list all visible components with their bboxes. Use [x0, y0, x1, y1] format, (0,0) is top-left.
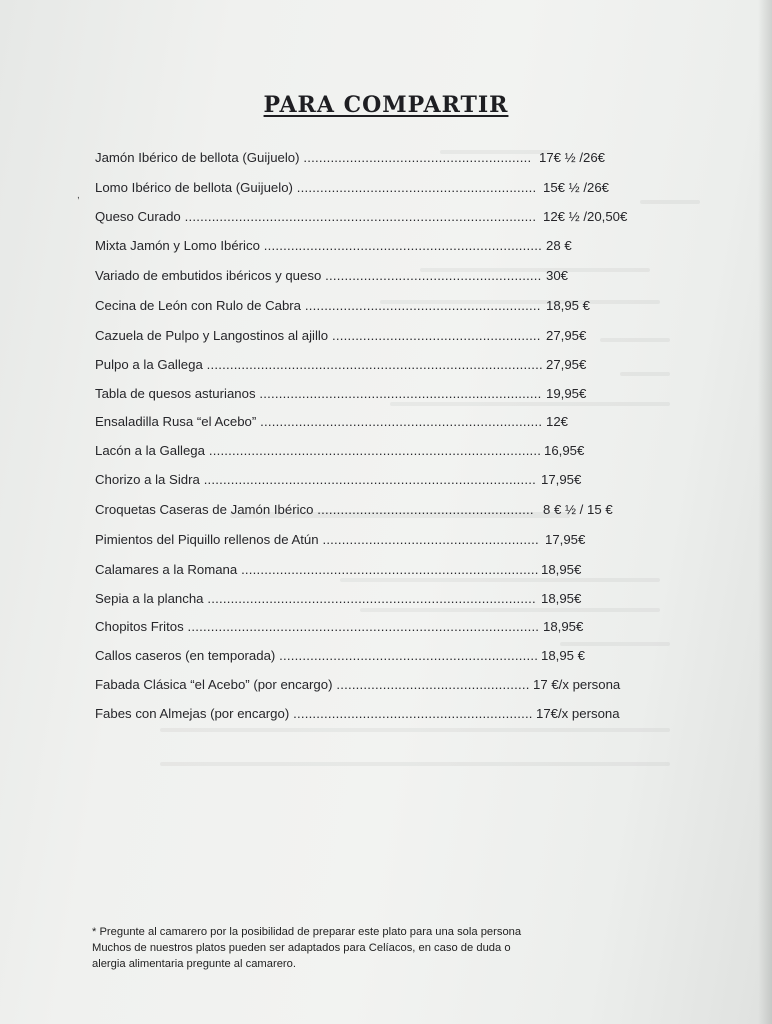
menu-item-name: Chorizo a la Sidra: [95, 472, 200, 487]
leader-dots: .........................................................................: [255, 386, 542, 401]
footer-note: [92, 924, 521, 972]
menu-item-price: 12€: [546, 414, 569, 429]
footer-line-3: alergia alimentaria pregunte al camarero.: [92, 958, 296, 970]
leader-dots: ..................................................: [332, 677, 530, 692]
menu-item-name: Tabla de quesos asturianos: [95, 386, 256, 401]
leader-dots: .......................................................................................: [202, 357, 543, 372]
footer-line-2: Muchos de nuestros platos pueden ser adaptados para Celíacos, en caso de duda o: [92, 942, 511, 954]
menu-item-name: Cazuela de Pulpo y Langostinos al ajillo: [95, 328, 329, 343]
menu-item-price: 18,95€: [543, 619, 584, 634]
menu-item-price: 18,95 €: [546, 298, 590, 313]
menu-item: [95, 589, 655, 609]
paper-edge-shadow: [758, 0, 772, 1024]
menu-item-name: Sepia a la plancha: [95, 591, 204, 606]
menu-item-name: Pulpo a la Gallega: [95, 357, 203, 372]
menu-item: [95, 441, 655, 461]
menu-item-name: Queso Curado: [95, 209, 181, 224]
menu-item: [95, 236, 655, 256]
menu-item-price: 19,95€: [546, 386, 587, 401]
menu-item-name: Calamares a la Romana: [95, 562, 238, 577]
menu-item-name: Chopitos Fritos: [95, 619, 184, 634]
leader-dots: ........................................................: [321, 268, 542, 283]
menu-item: [95, 500, 655, 520]
leader-dots: .....................................................................................: [203, 591, 536, 606]
leader-dots: ...........................................................................................: [180, 209, 537, 224]
leader-dots: ...................................................................: [275, 648, 539, 663]
leader-dots: ......................................................................................: [199, 472, 536, 487]
menu-item-price: 18,95€: [541, 562, 582, 577]
menu-item: [95, 207, 655, 227]
leader-dots: .........................................................................: [256, 414, 543, 429]
menu-item: [95, 266, 655, 286]
menu-item-price: 17€ ½ /26€: [539, 150, 605, 165]
menu-item-price: 16,95€: [544, 443, 585, 458]
leader-dots: .............................................................: [301, 298, 541, 313]
menu-item: [95, 530, 655, 550]
menu-item-name: Croquetas Caseras de Jamón Ibérico: [95, 502, 314, 517]
leader-dots: ......................................................: [328, 328, 541, 343]
menu-item-name: Pimientos del Piquillo rellenos de Atún: [95, 532, 319, 547]
menu-item-price: 27,95€: [546, 357, 587, 372]
menu-item: [95, 560, 655, 580]
menu-item-price: 17€/x persona: [536, 706, 620, 721]
leader-dots: ..............................................................: [292, 180, 537, 195]
menu-item-name: Cecina de León con Rulo de Cabra: [95, 298, 302, 313]
menu-item: [95, 326, 655, 346]
menu-item-name: Fabada Clásica “el Acebo” (por encargo): [95, 677, 333, 692]
menu-item-name: Fabes con Almejas (por encargo): [95, 706, 290, 721]
menu-item: [95, 384, 655, 404]
menu-item: [95, 646, 655, 666]
page-title: PARA COMPARTIR: [263, 92, 509, 118]
leader-dots: .............................................................................: [237, 562, 539, 577]
menu-item-price: 27,95€: [546, 328, 587, 343]
menu-item-price: 18,95 €: [541, 648, 585, 663]
menu-item-name: Ensaladilla Rusa “el Acebo”: [95, 414, 257, 429]
leader-dots: ........................................................................: [259, 238, 542, 253]
menu-item-name: Lacón a la Gallega: [95, 443, 205, 458]
menu-item-price: 30€: [546, 268, 569, 283]
menu-item: [95, 148, 655, 168]
menu-item-price: 28 €: [546, 238, 572, 253]
menu-item-name: Jamón Ibérico de bellota (Guijuelo): [95, 150, 300, 165]
menu-item-price: 17,95€: [541, 472, 582, 487]
stray-mark: ,: [77, 190, 80, 201]
menu-item-name: Callos caseros (en temporada): [95, 648, 276, 663]
leader-dots: ......................................................................................: [204, 443, 542, 458]
leader-dots: ........................................................: [318, 532, 539, 547]
menu-item-price: 17 €/x persona: [533, 677, 621, 692]
menu-item-price: 18,95€: [541, 591, 582, 606]
menu-item-price: 15€ ½ /26€: [543, 180, 609, 195]
menu-item-price: 8 € ½ / 15 €: [543, 502, 613, 517]
menu-item-price: 17,95€: [545, 532, 586, 547]
menu-item: [95, 675, 655, 695]
menu-item-name: Variado de embutidos ibéricos y queso: [95, 268, 322, 283]
footer-line-1: * Pregunte al camarero por la posibilidad de preparar este plato para una sola persona: [92, 926, 522, 938]
menu-item: [95, 178, 655, 198]
menu-item: [95, 704, 655, 724]
menu-item: [95, 470, 655, 490]
leader-dots: ..............................................................: [289, 706, 533, 721]
menu-item-name: Mixta Jamón y Lomo Ibérico: [95, 238, 260, 253]
leader-dots: ........................................................: [313, 502, 534, 517]
menu-item-price: 12€ ½ /20,50€: [543, 209, 628, 224]
menu-item: [95, 412, 655, 432]
leader-dots: ...........................................................................................: [183, 619, 540, 634]
menu-item: [95, 296, 655, 316]
menu-item: [95, 617, 655, 637]
menu-item: [95, 355, 655, 375]
leader-dots: ...........................................................: [299, 150, 532, 165]
menu-item-name: Lomo Ibérico de bellota (Guijuelo): [95, 180, 293, 195]
